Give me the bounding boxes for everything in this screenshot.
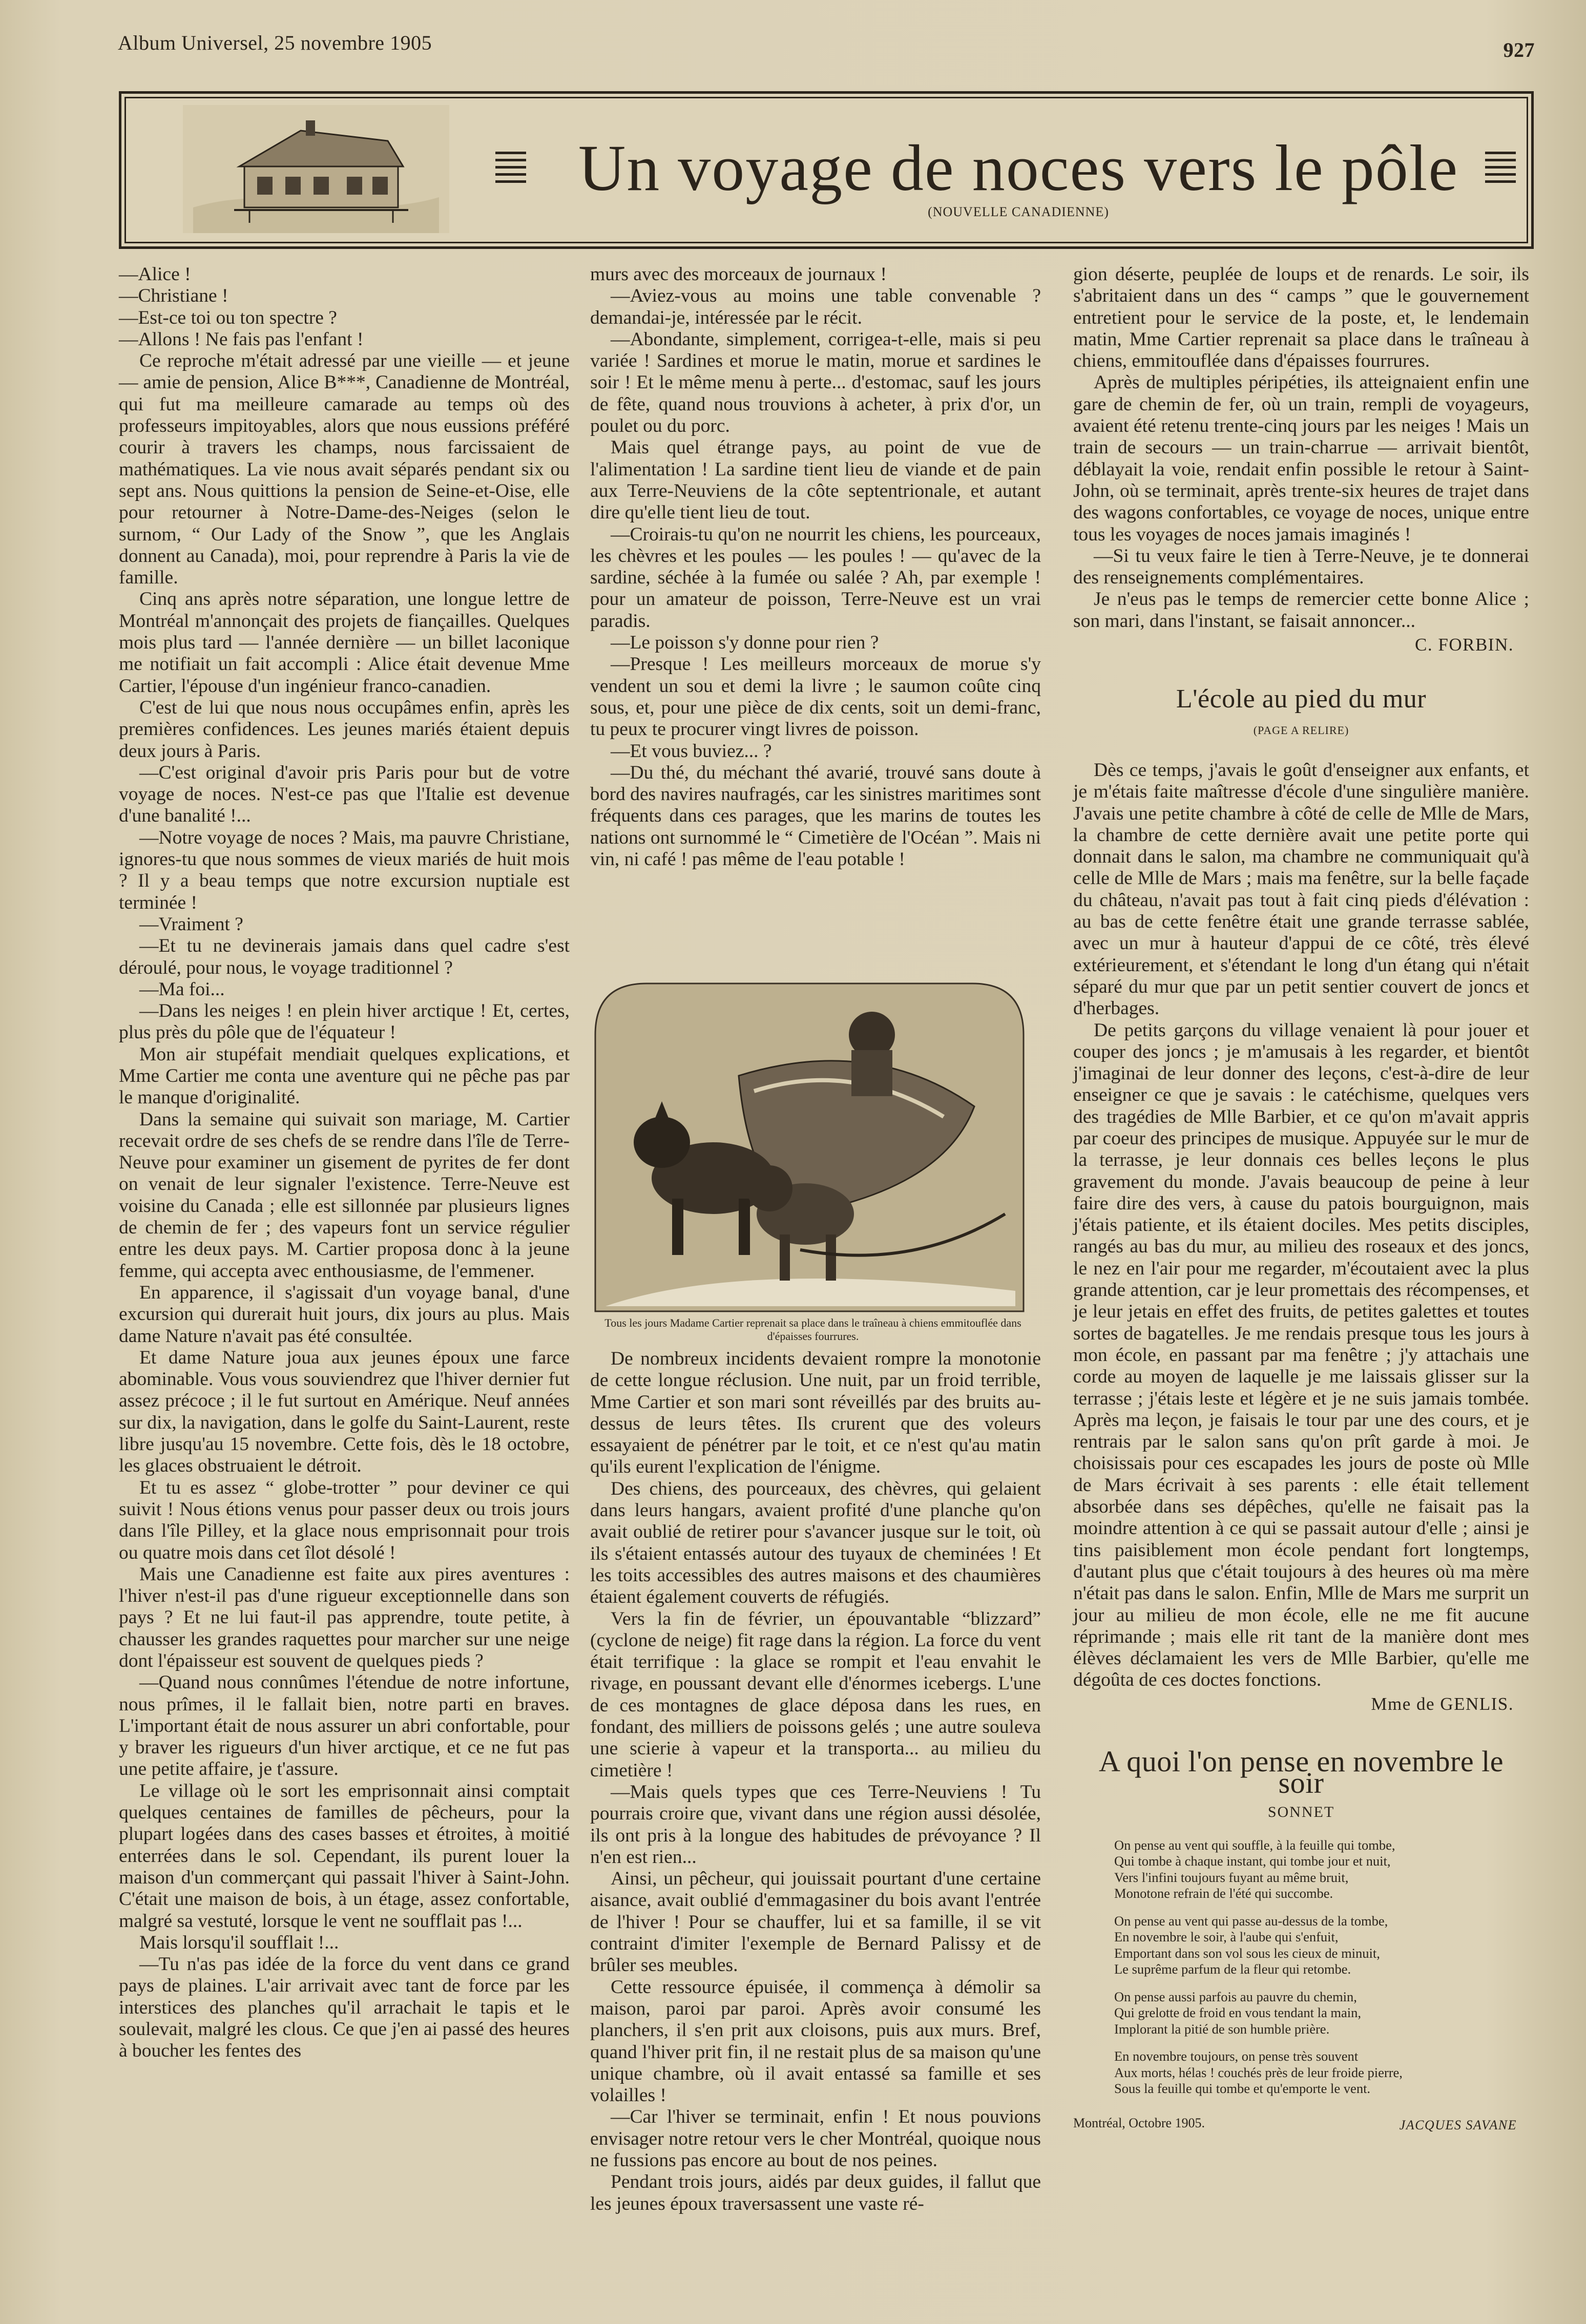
- paragraph: —Mais quels types que ces Terre-Neuviens ! Tu pourrais croire que, vivant dans une région aussi désolée, ils ont pris à la longue des habitudes de prévoyance ? Il n'en est rien...: [590, 1781, 1041, 1868]
- page-number: 927: [1503, 38, 1535, 61]
- sonnet-label: SONNET: [1267, 1803, 1335, 1820]
- sonnet-footer: [1073, 2112, 1529, 2133]
- paragraph: —Si tu veux faire le tien à Terre-Neuve, je te donnerai des renseignements complémentaires.: [1073, 545, 1529, 589]
- paragraph: —Ma foi...: [139, 978, 225, 1000]
- paragraph: murs avec des morceaux de journaux !: [590, 264, 887, 285]
- paragraph: —Tu n'as pas idée de la force du vent dans ce grand pays de plaines. L'air arrivait avec tant de force par les interstices des planches qu'il arrachait le tapis et le soulevait, malgré les clous. Ce que j'en ai passé des heures à boucher les fentes des: [119, 1954, 570, 2062]
- ecole-subtitle: (PAGE A RELIRE): [1253, 723, 1349, 737]
- verse-line: Aux morts, hélas ! couchés près de leur froide pierre,: [1114, 2064, 1403, 2080]
- illustration-caption: Tous les jours Madame Cartier reprenait sa place dans le traîneau à chiens emmitouflée dans d'épaisses fourrures.: [604, 1316, 1021, 1343]
- verse-line: Sous la feuille qui tombe et qu'emporte le vent.: [1114, 2081, 1371, 2097]
- verse-line: Vers l'infini toujours fuyant au même bruit,: [1114, 1869, 1349, 1885]
- verse-line: On pense aussi parfois au pauvre du chemin,: [1114, 1988, 1357, 2004]
- story-column-2: [590, 264, 1041, 870]
- paragraph: —Alice !: [119, 264, 191, 285]
- title-ornament-left: [495, 149, 526, 183]
- paragraph: Cette ressource épuisée, il commença à démolir sa maison, paroi par paroi. Après avoir consumé les planchers, il s'en prit aux cloisons, puis aux murs. Bref, quand l'hiver prit fin, il ne restait plus de sa maison qu'une unique chambre, où il avait entassé sa famille et ses volailles !: [590, 1976, 1041, 2106]
- paragraph: —Aviez-vous au moins une table convenable ? demandai-je, intéressée par le récit.: [590, 285, 1041, 328]
- paragraph: Des chiens, des pourceaux, des chèvres, qui gelaient dans leurs hangars, avaient profité d'une planche qu'on avait oublié de retirer pour s'avancer jusque sur le toit, où ils s'étaient entassés autour des tuyaux de cheminées ! Et les toits accessibles des autres maisons et des chaumières étaient également couverts de réfugiés.: [590, 1478, 1041, 1608]
- paragraph: —Et vous buviez... ?: [611, 740, 772, 762]
- paragraph: —Allons ! Ne fais pas l'enfant !: [119, 328, 364, 350]
- paragraph: —Abondante, simplement, corrigea-t-elle, mais si peu variée ! Sardines et morue le matin, morue et sardines le soir ! Et le même menu à perte... d'estomac, sauf les jours de fête, quand nous trouvions à acheter, à prix d'or, un poulet ou du porc.: [590, 328, 1041, 437]
- paragraph: Mais une Canadienne est faite aux pires aventures : l'hiver n'est-il pas d'une rigueur exceptionnelle dans son pays ? Et ne lui faut-il pas apprendre, toute petite, à chausser les grandes raquettes pour marcher sur une neige dont l'épaisseur est souvent de quelques pieds ?: [119, 1563, 570, 1671]
- verse-line: En novembre le soir, à l'aube qui s'enfuit,: [1114, 1929, 1339, 1945]
- paragraph: —Est-ce toi ou ton spectre ?: [119, 307, 337, 328]
- paragraph: De petits garçons du village venaient là pour jouer et couper des joncs ; je m'amusais à les regarder, et bientôt j'imaginai de leur donner des leçons, c'est-à-dire de leur enseigner ce que je savais : le catéchisme, quelques vers des tragédies de Mlle Barbier, et ce qu'on m'avait appris par coeur des principes de musique. Appuyée sur le mur de la terrasse, je leur donnais ces belles leçons le plus gravement du monde. J'avais beaucoup de peine à leur faire dire des vers, à cause du patois bourguignon, mais j'étais patiente, et ils étaient dociles. Mes petits disciples, rangés au bas du mur, au milieu des roseaux et des joncs, le nez en l'air pour me regarder, m'écoutaient avec la plus grande attention, car je leur promettais des récompenses, et je leur jetais en effet des fruits, de petites galettes et toutes sortes de bagatelles. Je me rendais presque tous les jours à mon école, en passant par ma fenêtre ; j'y attachais une corde au moyen de laquelle je me laissais glisser sur la terrasse ; j'étais leste et légère et je ne suis jamais tombée. Après ma leçon, je faisais le tour par une des cours, et je rentrais par le salon sans qu'on prît garde à moi. Je choisissais pour ces escapades les jours de poste où Mlle de Mars écrivait à ses parents : elle était tellement absorbée dans ses dépêches, qu'elle ne faisait pas la moindre attention à ce qui se passait autour d'elle ; ainsi je tins paisiblement mon école pendant fort longtemps, d'autant plus que c'était toujours à des heures où ma mère n'était pas dans le salon. Enfin, Mlle de Mars me surprit un jour au milieu de mon école, elle ne me fit aucune réprimande ; mais elle rit tant de la manière dont mes élèves déclamaient les vers de Mlle Barbier, qu'elle me dégoûta de ces doctes fonctions.: [1073, 1019, 1529, 1691]
- article-title: Un voyage de noces vers le pôle: [578, 132, 1459, 204]
- paragraph: —Et tu ne devinerais jamais dans quel cadre s'est déroulé, pour nous, le voyage traditionnel ?: [119, 935, 570, 978]
- paragraph: —Du thé, du méchant thé avarié, trouvé sans doute à bord des navires naufragés, car les sinistres maritimes sont fréquents dans ces parages, que les marins de toutes les nations ont surnommé le “ Cimetière de l'Océan ”. Mais ni vin, ni café ! pas même de l'eau potable !: [590, 762, 1041, 870]
- sonnet-stanza: [1114, 2048, 1529, 2097]
- paragraph: Pendant trois jours, aidés par deux guides, il fallut que les jeunes époux traversassent une vaste ré-: [590, 2171, 1041, 2214]
- verse-line: En novembre toujours, on pense très souvent: [1114, 2048, 1359, 2064]
- paragraph: —Dans les neiges ! en plein hiver arctique ! Et, certes, plus près du pôle que de l'équateur !: [119, 1000, 570, 1043]
- paragraph: Et dame Nature joua aux jeunes époux une farce abominable. Vous vous souviendrez que l'hiver dernier fut assez précoce ; il le fut surtout en Amérique. Neuf années sur dix, la navigation, dans le golfe du Saint-Laurent, reste libre jusqu'au 15 novembre. Cette fois, dès le 18 octobre, les glaces obstruaient le détroit.: [119, 1347, 570, 1477]
- paragraph: Ce reproche m'était adressé par une vieille — et jeune — amie de pension, Alice B***, Canadienne de Montréal, qui fut ma meilleure camarade au temps où des professeurs impitoyables, alors que nous eussions préféré courir à travers les champs, nous farcissaient de mathématiques. La vie nous avait séparés pendant six ou sept ans. Nous quittions la pension de Seine-et-Oise, elle pour retourner à Notre-Dame-des-Neiges (selon le surnom, “ Our Lady of the Snow ”, que les Anglais donnent au Canada), moi, pour reprendre à Paris la vie de famille.: [119, 350, 570, 589]
- sonnet-place-date: Montréal, Octobre 1905.: [1073, 2115, 1205, 2130]
- paragraph: —Vraiment ?: [139, 913, 243, 935]
- paragraph: Vers la fin de février, un épouvantable “blizzard” (cyclone de neige) fit rage dans la région. La force du vent était terrifique : la glace se rompit et l'eau envahit le rivage, en poussant devant elle d'énormes icebergs. L'une de ces montagnes de glace déposa dans les rues, en fondant, des milliers de poissons gelés ; une autre souleva une scierie à vapeur et la transporta... au milieu du cimetière !: [590, 1608, 1041, 1781]
- title-banner: [119, 91, 1534, 249]
- verse-line: Emportant dans son vol sous les cieux de minuit,: [1114, 1945, 1380, 1961]
- paragraph: Cinq ans après notre séparation, une longue lettre de Montréal m'annonçait des projets de fiançailles. Quelques mois plus tard — l'année dernière — un billet laconique me notifiait un fait accompli : Alice était devenue Mme Cartier, l'épouse d'un ingénieur franco-canadien.: [119, 589, 570, 697]
- verse-line: Implorant la pitié de son humble prière.: [1114, 2021, 1330, 2037]
- paragraph: —C'est original d'avoir pris Paris pour but de votre voyage de noces. N'est-ce pas que l'Italie est devenue d'une banalité !...: [119, 762, 570, 827]
- paragraph: —Christiane !: [119, 285, 228, 307]
- sonnet-stanza: [1114, 1989, 1529, 2038]
- story-signature: C. FORBIN.: [1415, 635, 1514, 655]
- paragraph: Et tu es assez “ globe-trotter ” pour deviner ce qui suivit ! Nous étions venus pour passer deux ou trois jours dans l'île Pilley, et la glace nous emprisonnait pour trois ou quatre mois dans cet îlot désolé !: [119, 1477, 570, 1563]
- sonnet-author: JACQUES SAVANE: [1399, 2117, 1517, 2132]
- sonnet-stanza: [1114, 1837, 1529, 1902]
- paragraph: Ainsi, un pêcheur, qui jouissait pourtant d'une certaine aisance, avait oublié d'emmagasiner du bois avant l'entrée de l'hiver ! Pour se chauffer, lui et sa famille, il se vit contraint d'imiter l'exemple de Bernard Palissy et de brûler ses meubles.: [590, 1868, 1041, 1976]
- house-vignette-illustration: [183, 105, 449, 233]
- ecole-author: Mme de GENLIS.: [1371, 1693, 1514, 1714]
- sonnet-stanza: [1114, 1913, 1529, 1978]
- paragraph: —Car l'hiver se terminait, enfin ! Et nous pouvions envisager notre retour vers le cher Montréal, quoique nous ne fussions pas encore au bout de nos peines.: [590, 2106, 1041, 2171]
- verse-line: Qui grelotte de froid en vous tendant la main,: [1114, 2005, 1362, 2021]
- running-head: [118, 25, 1535, 60]
- paragraph: Après de multiples péripéties, ils atteignaient enfin une gare de chemin de fer, où un train, rempli de voyageurs, avaient été retenu trente-cinq jours par les neiges ! Mais un train de secours — un train-charrue — arrivait bientôt, déblayait la voie, rendait enfin possible le retour à Saint-John, où se terminait, après trente-six heures de trajet dans des wagons confortables, ce voyage de noces, unique entre tous les voyages de noces jamais imaginés !: [1073, 372, 1529, 545]
- paragraph: C'est de lui que nous nous occupâmes enfin, après les premières confidences. Les jeunes mariés étaient depuis deux jours à Paris.: [119, 697, 570, 762]
- paragraph: —Le poisson s'y donne pour rien ?: [611, 632, 879, 654]
- article-subtitle: (NOUVELLE CANADIENNE): [928, 204, 1109, 219]
- story-column-2-continued: [590, 1348, 1041, 2215]
- verse-line: Qui tombe à chaque instant, qui tombe jour et nuit,: [1114, 1853, 1391, 1869]
- paragraph: —Presque ! Les meilleurs morceaux de morue s'y vendent un sou et demi la livre ; le saumon coûte cinq sous, et, pour une pièce de dix cents, soit un demi-franc, tu peux te procurer vingt livres de poisson.: [590, 654, 1041, 740]
- dog-sled-illustration: [585, 973, 1034, 1316]
- publication-line: Album Universel, 25 novembre 1905: [118, 31, 432, 54]
- column-3: [1073, 264, 1529, 2133]
- paragraph: —Notre voyage de noces ? Mais, ma pauvre Christiane, ignores-tu que nous sommes de vieux mariés de huit mois ? Il y a beau temps que notre excursion nuptiale est terminée !: [119, 827, 570, 913]
- title-ornament-right: [1485, 149, 1516, 183]
- verse-line: Le suprême parfum de la fleur qui retombe.: [1114, 1961, 1351, 1977]
- paragraph: Mais lorsqu'il soufflait !...: [139, 1932, 339, 1953]
- paragraph: Mais quel étrange pays, au point de vue de l'alimentation ! La sardine tient lieu de viande et de pain aux Terre-Neuviens de la côte septentrionale, et autant dire qu'elle tient lieu de tout.: [590, 437, 1041, 524]
- verse-line: On pense au vent qui souffle, à la feuille qui tombe,: [1114, 1837, 1395, 1853]
- paragraph: Le village où le sort les emprisonnait ainsi comptait quelques centaines de familles de pêcheurs, pour la plupart logées dans des cases basses et étroites, à moitié enterrées dans le sol. Cependant, ils purent louer la maison d'un commerçant qui passait l'hiver à Saint-John. C'était une maison de bois, à un étage, assez confortable, malgré sa vestuté, lorsque le vent ne soufflait pas !...: [119, 1780, 570, 1932]
- verse-line: On pense au vent qui passe au-dessus de la tombe,: [1114, 1913, 1388, 1929]
- paragraph: De nombreux incidents devaient rompre la monotonie de cette longue réclusion. Une nuit, par un froid terrible, Mme Cartier et son mari sont réveillés par des bruits au-dessus de leurs têtes. Ils crurent que des voleurs essayaient de pénétrer par le toit, et ce n'est qu'au matin qu'ils eurent l'explication de l'énigme.: [590, 1348, 1041, 1478]
- paragraph: Dès ce temps, j'avais le goût d'enseigner aux enfants, et je m'étais faite maîtresse d'école d'une singulière manière. J'avais une petite chambre à côté de celle de Mlle de Mars, la chambre de cette dernière avait une petite porte qui donnait dans le salon, ma chambre ne communiquait qu'à celle de Mlle de Mars ; mais ma fenêtre, sur la belle façade du château, n'avait pas tout à fait cinq pieds d'élévation : au bas de cette fenêtre était une grande terrasse sablée, avec un mur à hauteur d'appui de ce côté, très élevé extérieurement, et s'étendant le long d'un étang qui n'était séparé du mur que par un petit sentier couvert de joncs et d'herbages.: [1073, 759, 1529, 1019]
- verse-line: Monotone refrain de l'été qui succombe.: [1114, 1886, 1333, 1901]
- paragraph: —Quand nous connûmes l'étendue de notre infortune, nous prîmes, il le fallait bien, notre parti en braves. L'important était de nous assurer un abri confortable, pour y braver les rigueurs d'un hiver arctique, et ce ne fut pas une petite affaire, je t'assure.: [119, 1672, 570, 1780]
- paragraph: Je n'eus pas le temps de remercier cette bonne Alice ; son mari, dans l'instant, se faisait annoncer...: [1073, 589, 1529, 632]
- story-column-1: [119, 264, 570, 2062]
- sonnet-title: A quoi l'on pense en novembre le soir: [1099, 1745, 1504, 1800]
- paragraph: En apparence, il s'agissait d'un voyage banal, d'une excursion qui durerait huit jours, dix jours au plus. Mais dame Nature n'avait pas été consultée.: [119, 1282, 570, 1347]
- ecole-title: L'école au pied du mur: [1176, 684, 1427, 714]
- paragraph: gion déserte, peuplée de loups et de renards. Le soir, ils s'abritaient dans un des “ camps ” que le gouvernement entretient pour le service de la poste, et, le lendemain matin, Mme Cartier reprenait sa place dans le traîneau à chiens, emmitouflée dans d'épaisses fourrures.: [1073, 264, 1529, 372]
- paragraph: Mon air stupéfait mendiait quelques explications, et Mme Cartier me conta une aventure qui ne pêche pas par le manque d'originalité.: [119, 1043, 570, 1108]
- paragraph: Dans la semaine qui suivait son mariage, M. Cartier recevait ordre de ses chefs de se rendre dans l'île de Terre-Neuve pour examiner un gisement de pyrites de fer dont on venait de leur signaler l'existence. Terre-Neuve est voisine du Canada ; elle est sillonnée par plusieurs lignes de chemin de fer ; des vapeurs font un service régulier entre les deux pays. M. Cartier proposa donc à la jeune femme, qui accepta avec enthousiasme, de l'emmener.: [119, 1108, 570, 1282]
- paragraph: —Croirais-tu qu'on ne nourrit les chiens, les pourceaux, les chèvres et les poules — les poules ! — qu'avec de la sardine, séchée à la fumée ou salée ? Ah, par exemple ! pour un amateur de poisson, Terre-Neuve est un vrai paradis.: [590, 524, 1041, 632]
